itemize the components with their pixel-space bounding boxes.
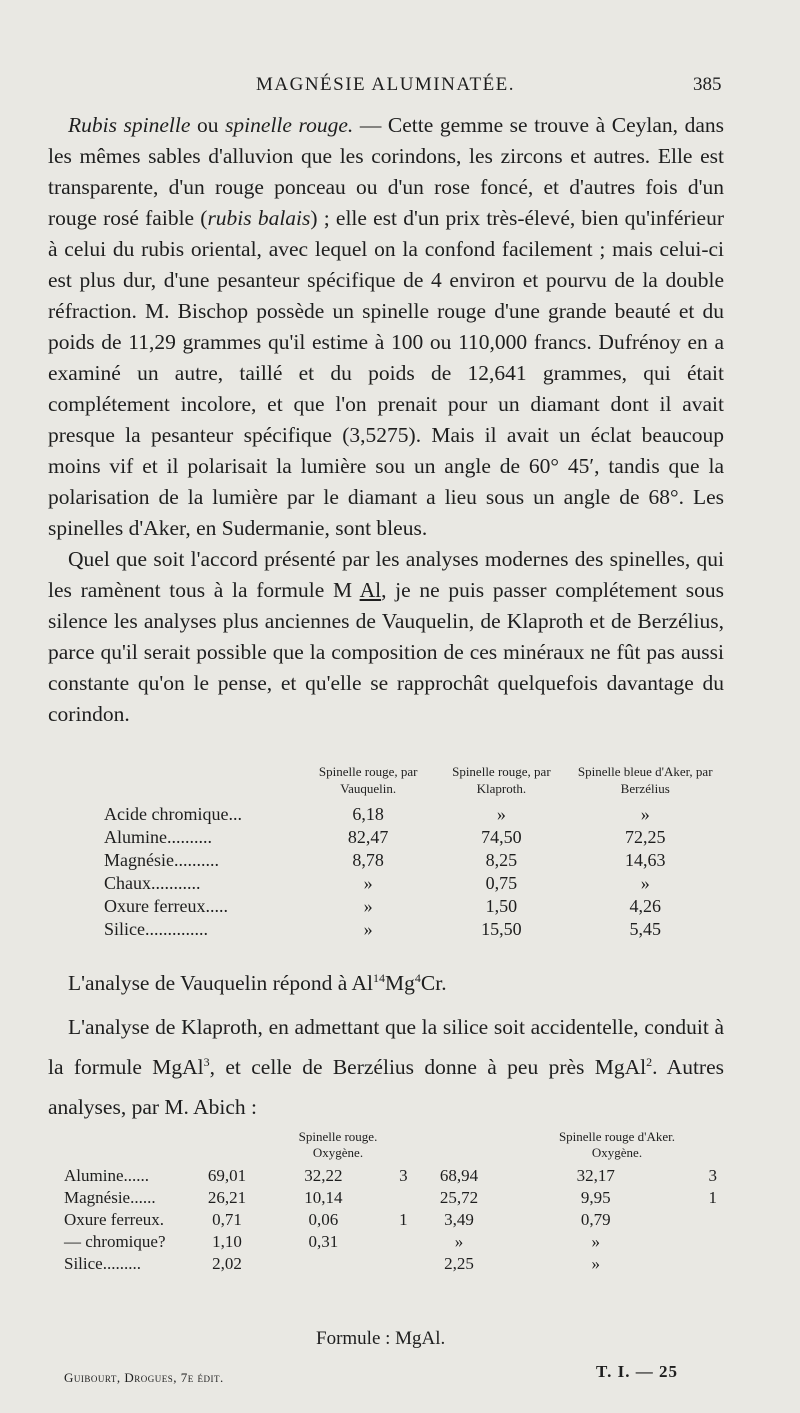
cell: 0,71	[212, 1210, 242, 1229]
row-label: Acide chromique...	[104, 804, 242, 824]
cell	[389, 1187, 418, 1209]
cell	[389, 1231, 418, 1253]
cell: 2,02	[212, 1254, 242, 1273]
cell: 26,21	[207, 1188, 247, 1207]
cell: 14,63	[624, 850, 666, 870]
col-header-spinelle-rouge	[258, 1128, 418, 1165]
cell: »	[591, 1232, 600, 1251]
cell: 82,47	[347, 827, 389, 847]
cell: »	[640, 804, 650, 824]
paragraph-text-cont: ) ; elle est d'un prix très-élevé, bien qu'inférieur à celui du rubis oriental, avec lequel on la confond facilement ; mais celui-ci est plus dur, d'une pesanteur spécifique de 4 environ et pourvu de la double réfraction. M. Bischop possède un spinelle rouge d'une grande beauté et du poids de 11,29 grammes qu'il estime à 100 ou 110,000 francs. Dufrénoy en a examiné un autre, taillé et du poids de 12,641 grammes, qui était complétement incolore, et que l'on prenait pour un diamant dont il avait presque la pesanteur spécifique (3,5275). Mais il avait un éclat beaucoup moins vif et il polarisait la lumière sou un angle de 60° 45′, tandis que la polarisation de la lumière par le diamant a lieu sous un angle de 68°. Les spinelles d'Aker, en Sudermanie, sont bleus.	[48, 206, 725, 540]
sup: 14	[373, 970, 385, 985]
line-klaproth	[48, 1007, 724, 1127]
cell: 5,45	[629, 919, 661, 939]
term-rubis-balais: rubis balais	[207, 206, 311, 230]
row-label: Alumine..........	[104, 827, 212, 847]
cell: 8,25	[485, 850, 518, 870]
table-row	[64, 1187, 734, 1209]
text: L'analyse de Klaproth, en admettant que la silice soit accidentelle, conduit à la formule MgAl	[48, 1015, 724, 1079]
cell: 32,17	[576, 1166, 615, 1185]
cell: 25,72	[439, 1188, 479, 1207]
cell: 4,26	[629, 896, 661, 916]
cell: 69,01	[207, 1166, 247, 1185]
sup: 2	[646, 1054, 653, 1069]
text: , et celle de Berzélius donne à peu près MgAl	[209, 1055, 647, 1079]
row-label: Oxure ferreux.....	[104, 896, 228, 916]
cell: »	[640, 873, 650, 893]
header-blank	[104, 762, 300, 803]
col-header-klaproth: Spinelle rouge, par Klaproth.	[452, 764, 551, 796]
header-text: Spinelle rouge.	[298, 1129, 378, 1144]
table-row	[64, 1165, 734, 1187]
cell: 1	[399, 1210, 408, 1229]
text: Mg	[385, 971, 415, 995]
row-label: — chromique?	[64, 1232, 166, 1251]
cell: 3	[708, 1166, 717, 1185]
header-sub: Oxygène.	[312, 1145, 364, 1160]
table-row	[64, 1209, 734, 1231]
sup: 3	[203, 1054, 210, 1069]
cell: 1,50	[485, 896, 518, 916]
row-label: Magnésie......	[64, 1188, 156, 1207]
cell: 74,50	[481, 827, 522, 847]
table-row	[104, 849, 724, 872]
text: Cr.	[420, 971, 447, 995]
header-sub: Oxygène.	[591, 1145, 643, 1160]
cell	[691, 1209, 734, 1231]
table-row	[104, 872, 724, 895]
analysis-table-2	[64, 1128, 734, 1275]
cell: 9,95	[580, 1188, 611, 1207]
cell: 1	[708, 1188, 717, 1207]
formula-line: Formule : MgAl.	[316, 1328, 446, 1349]
cell: 32,22	[304, 1166, 343, 1185]
term-spinelle-rouge: spinelle rouge.	[225, 113, 354, 137]
row-label: Silice..............	[104, 919, 208, 939]
cell: 0,06	[308, 1210, 339, 1229]
cell: »	[496, 804, 506, 824]
header-blank	[64, 1128, 196, 1165]
cell: »	[591, 1254, 600, 1273]
cell: 10,14	[304, 1188, 343, 1207]
page-number: 385	[693, 74, 722, 95]
body-text	[48, 110, 724, 730]
header-blank	[418, 1128, 500, 1165]
cell	[389, 1253, 418, 1275]
cell: »	[454, 1232, 464, 1251]
cell: 3,49	[444, 1210, 474, 1229]
running-title: MAGNÉSIE ALUMINATÉE.	[256, 74, 516, 95]
cell: 0,79	[580, 1210, 611, 1229]
row-label: Magnésie..........	[104, 850, 219, 870]
paragraph-text: Quel que soit l'accord présenté par les analyses modernes des spinelles, qui les ramènent tous à la formule M	[48, 547, 724, 602]
col-header-berzelius: Spinelle bleue d'Aker, par Berzélius	[577, 764, 713, 796]
header-text: Spinelle rouge d'Aker.	[558, 1129, 676, 1144]
analysis-text	[48, 968, 724, 1127]
paragraph-rubis-spinelle	[48, 110, 724, 544]
sup: 4	[414, 970, 421, 985]
line-vauquelin	[48, 968, 724, 999]
table-row	[64, 1231, 734, 1253]
cell: 8,78	[352, 850, 384, 870]
connector-text: ou	[190, 113, 226, 137]
table-row	[64, 1253, 734, 1275]
cell: »	[363, 896, 373, 916]
cell	[691, 1231, 734, 1253]
table-row	[104, 803, 724, 826]
cell: »	[363, 873, 373, 893]
footer-signature: Guibourt, Drogues, 7e édit.	[64, 1370, 224, 1385]
text: L'analyse de Vauquelin répond à Al	[68, 971, 373, 995]
row-label: Oxure ferreux.	[64, 1210, 165, 1229]
cell	[258, 1253, 389, 1275]
analysis-table-1	[104, 762, 724, 941]
footer-volume: T. I. — 25	[596, 1362, 678, 1381]
term-rubis-spinelle: Rubis spinelle	[68, 113, 191, 137]
row-label: Chaux...........	[104, 873, 201, 893]
page-header	[0, 74, 800, 104]
paragraph-analyses	[48, 544, 724, 730]
row-label: Alumine......	[64, 1166, 149, 1185]
paragraph-text-cont: , je ne puis passer complétement sous silence les analyses plus anciennes de Vauquelin, de Klaproth et de Berzélius, parce qu'il serait possible que la composition de ces minéraux ne fût pas aussi constante qu'on le pense, et qu'elle se rapprochât quelquefois davantage du corindon.	[48, 578, 724, 726]
cell: »	[363, 919, 373, 939]
table-row	[104, 918, 724, 941]
cell: 68,94	[439, 1166, 479, 1185]
text: . Autres analyses, par M. Abich :	[48, 1055, 724, 1119]
row-label: Silice.........	[64, 1254, 141, 1273]
cell	[691, 1253, 734, 1275]
formula-al: Al	[359, 578, 382, 602]
table-row	[104, 895, 724, 918]
header-blank	[196, 1128, 258, 1165]
cell: 0,75	[485, 873, 518, 893]
cell: 6,18	[352, 804, 384, 824]
cell: 15,50	[481, 919, 522, 939]
col-header-spinelle-aker	[500, 1128, 734, 1165]
cell: 0,31	[308, 1232, 339, 1251]
col-header-vauquelin: Spinelle rouge, par Vauquelin.	[318, 764, 418, 796]
cell: 1,10	[212, 1232, 242, 1251]
cell: 72,25	[624, 827, 666, 847]
paragraph-text: — Cette gemme se trouve à Ceylan, dans les mêmes sables d'alluvion que les corindons, les zircons et autres. Elle est transparente, d'un rouge ponceau ou d'un rose foncé, et d'autres fois d'un rouge rosé faible (	[48, 113, 725, 230]
cell: 2,25	[444, 1254, 474, 1273]
table-row	[104, 826, 724, 849]
cell: 3	[399, 1166, 408, 1185]
